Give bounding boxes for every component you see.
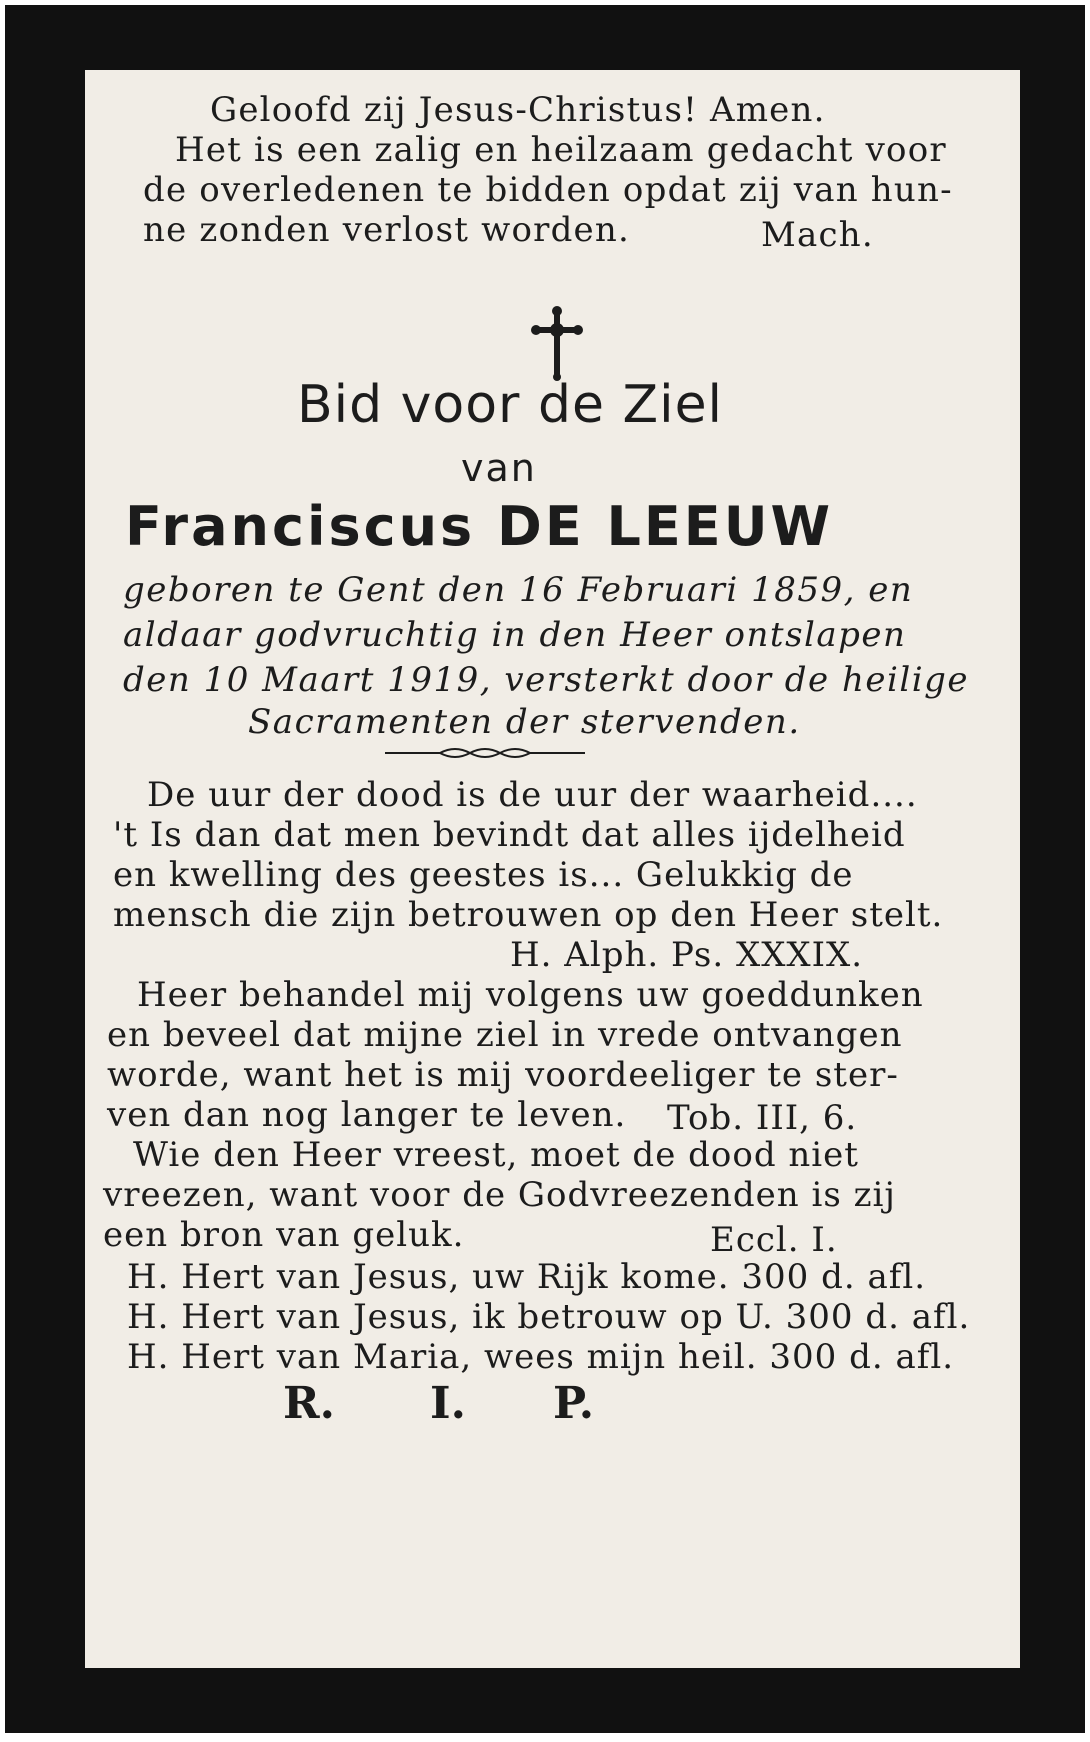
verse-2-line-1: Heer behandel mij volgens uw goeddunken bbox=[137, 975, 924, 1015]
indulgence-line-1: H. Hert van Jesus, uw Rijk kome. 300 d. afl. bbox=[127, 1257, 927, 1297]
rip-r: R. bbox=[283, 1378, 335, 1429]
verse-1-line-2: 't Is dan dat men bevindt dat alles ijdelheid bbox=[113, 815, 906, 855]
verse-2-source: Tob. III, 6. bbox=[667, 1098, 858, 1138]
verse-1-source: H. Alph. Ps. XXXIX. bbox=[510, 935, 864, 975]
deceased-name: Franciscus DE LEEUW bbox=[125, 495, 834, 558]
prayer-line-3: de overledenen te bidden opdat zij van hun- bbox=[143, 170, 953, 210]
rip-i: I. bbox=[430, 1378, 466, 1429]
bio-line-3: den 10 Maart 1919, versterkt door de heilige bbox=[123, 660, 970, 700]
indulgence-line-3: H. Hert van Maria, wees mijn heil. 300 d. afl. bbox=[127, 1337, 955, 1377]
prayer-line-2: Het is een zalig en heilzaam gedacht voor bbox=[175, 130, 947, 170]
verse-2-line-3: worde, want het is mij voordeeliger te ster- bbox=[107, 1055, 899, 1095]
bio-line-2: aldaar godvruchtig in den Heer ontslapen bbox=[123, 615, 907, 655]
verse-2-line-4: ven dan nog langer te leven. bbox=[107, 1095, 627, 1135]
verse-1-line-3: en kwelling des geestes is... Gelukkig de bbox=[113, 855, 854, 895]
verse-2-line-2: en beveel dat mijne ziel in vrede ontvangen bbox=[107, 1015, 903, 1055]
indulgence-line-2: H. Hert van Jesus, ik betrouw op U. 300 d. afl. bbox=[127, 1297, 971, 1337]
verse-1-line-1: De uur der dood is de uur der waarheid.... bbox=[147, 775, 918, 815]
bio-line-4: Sacramenten der stervenden. bbox=[248, 702, 801, 742]
heading-title: Bid voor de Ziel bbox=[297, 375, 724, 435]
verse-3-line-3: een bron van geluk. bbox=[103, 1215, 465, 1255]
verse-1-line-4: mensch die zijn betrouwen op den Heer stelt. bbox=[113, 895, 944, 935]
mourning-card-border bbox=[5, 5, 1085, 1733]
prayer-source: Mach. bbox=[761, 215, 874, 255]
rip-p: P. bbox=[553, 1378, 595, 1429]
prayer-line-4: ne zonden verlost worden. bbox=[143, 210, 630, 250]
ornate-cross-icon bbox=[530, 305, 584, 381]
verse-3-source: Eccl. I. bbox=[710, 1220, 838, 1260]
bio-line-1: geboren te Gent den 16 Februari 1859, en bbox=[123, 570, 914, 610]
verse-3-line-1: Wie den Heer vreest, moet de dood niet bbox=[133, 1135, 859, 1175]
flourish-divider-icon bbox=[385, 743, 585, 763]
prayer-line-1: Geloofd zij Jesus-Christus! Amen. bbox=[210, 90, 826, 130]
verse-3-line-2: vreezen, want voor de Godvreezenden is zij bbox=[103, 1175, 896, 1215]
memorial-card-paper bbox=[85, 70, 1020, 1668]
heading-van: van bbox=[461, 446, 537, 490]
